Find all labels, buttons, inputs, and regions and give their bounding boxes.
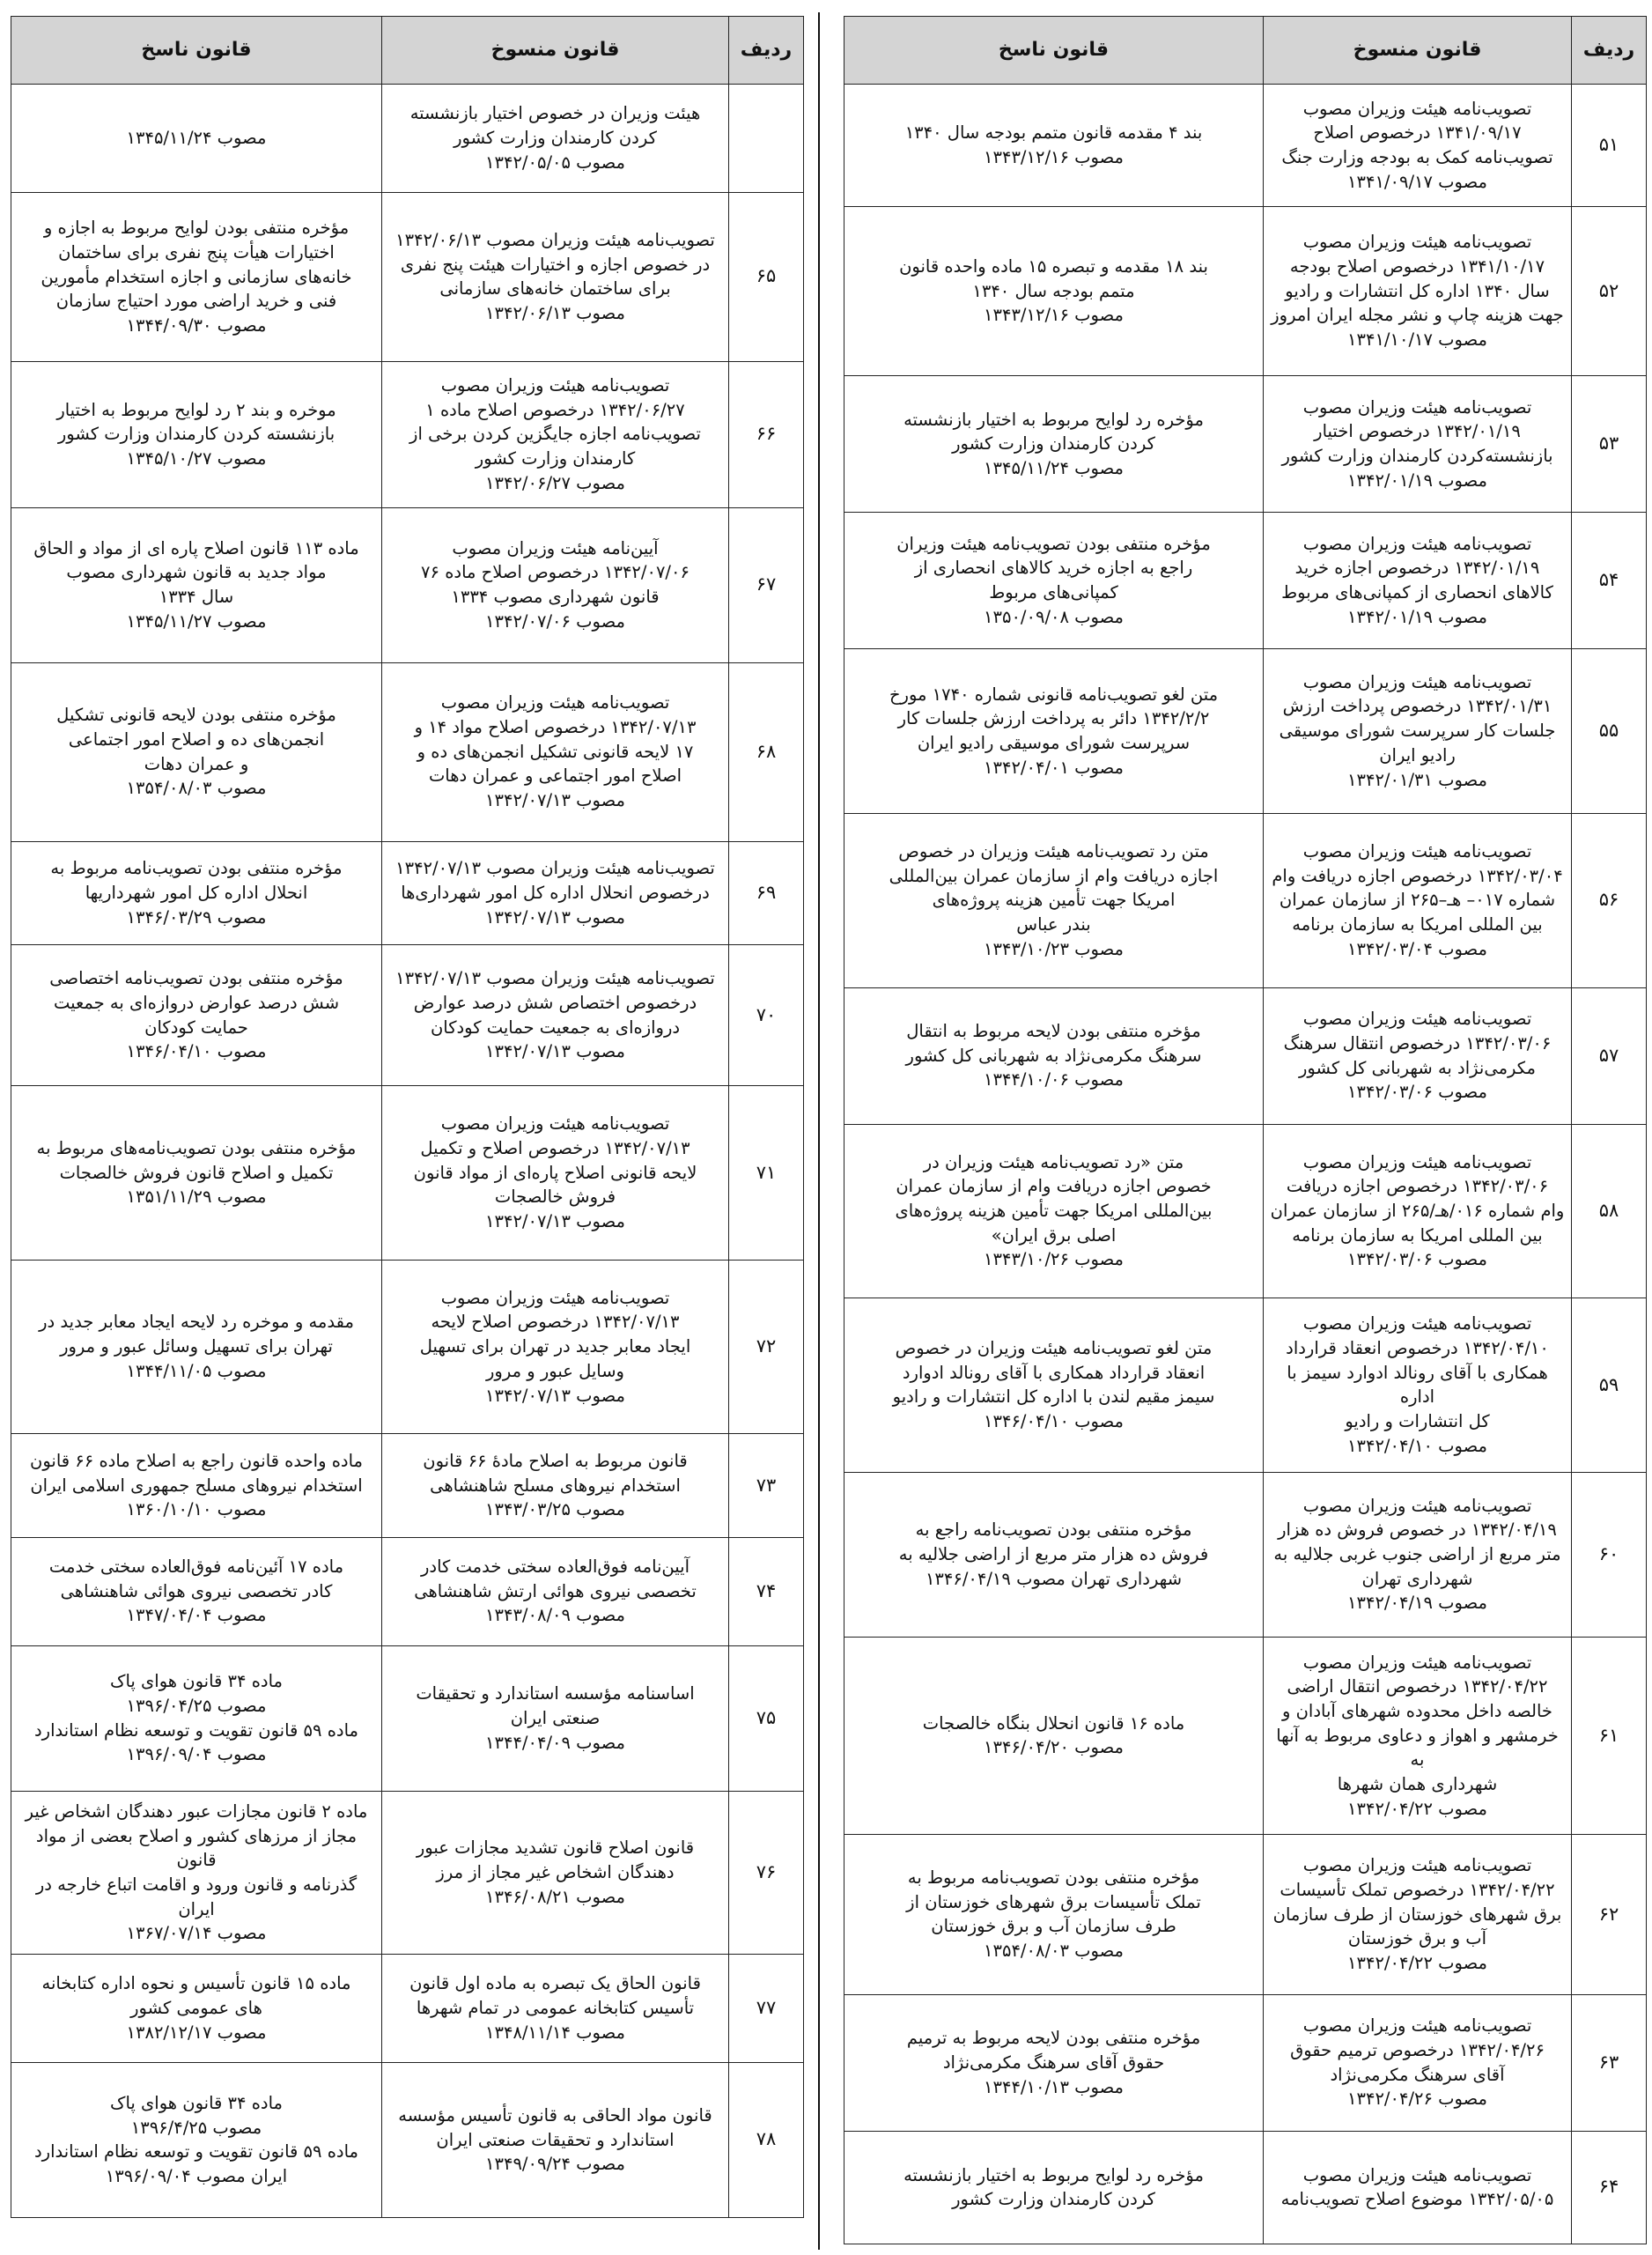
table-row — [844, 987, 1647, 1124]
repealing-law-cell: ماده ۱۵ قانون تأسیس و نحوه اداره کتابخانه های عمومی کشور مصوب ۱۳۸۲/۱۲/۱۷ — [11, 1954, 382, 2062]
row-number: ۷۸ — [729, 2062, 804, 2217]
repealed-law-cell: قانون اصلاح قانون تشدید مجازات عبور دهندگان اشخاص غیر مجاز از مرز مصوب ۱۳۴۶/۰۸/۲۱ — [382, 1792, 729, 1955]
repealed-law-cell: تصویب‌نامه هیئت وزیران مصوب ۱۳۴۲/۰۳/۰۶ درخصوص اجازه دریافت وام شماره ۰۱۶/هـ/۲۶۵ از سازمان عمران بین المللی امریکا به سازمان برنامه مصوب ۱۳۴۲/۰۳/۰۶ — [1264, 1124, 1572, 1298]
repealed-law-cell: تصویب‌نامه هیئت وزیران مصوب ۱۳۴۲/۰۴/۲۲ درخصوص تملک تأسیسات برق شهرهای خوزستان از طرف سازمان آب و برق خوزستان مصوب ۱۳۴۲/۰۴/۲۲ — [1264, 1835, 1572, 1995]
header-nasekh: قانون ناسخ — [11, 17, 382, 85]
repealed-law-cell: تصویب‌نامه هیئت وزیران مصوب ۱۳۴۲/۰۷/۱۳ درخصوص انحلال اداره کل امور شهرداری‌ها مصوب ۱۳۴۲/۰۷/۱۳ — [382, 841, 729, 944]
row-number: ۷۶ — [729, 1792, 804, 1955]
repealed-law-cell: تصویب‌نامه هیئت وزیران مصوب ۱۳۴۲/۰۵/۰۵ موضوع اصلاح تصویب‌نامه — [1264, 2131, 1572, 2244]
repealing-law-cell: متن لغو تصویب‌نامه قانونی شماره ۱۷۴۰ مورخ ۱۳۴۲/۲/۲ دائر به پرداخت ارزش جلسات کار سرپرست شورای موسیقی رادیو ایران مصوب ۱۳۴۲/۰۴/۰۱ — [844, 649, 1264, 814]
repealing-law-cell: مصوب ۱۳۴۵/۱۱/۲۴ — [11, 85, 382, 193]
table-row — [844, 1994, 1647, 2131]
table-row — [11, 1537, 804, 1645]
repealed-law-cell: تصویب‌نامه هیئت وزیران مصوب ۱۳۴۲/۰۶/۱۳ در خصوص اجازه و اختیارات هیئت پنج نفری برای ساختمان خانه‌های سازمانی مصوب ۱۳۴۲/۰۶/۱۳ — [382, 192, 729, 361]
repealed-law-cell: تصویب‌نامه هیئت وزیران مصوب ۱۳۴۲/۰۱/۱۹ درخصوص اجازه خرید کالاهای انحصاری از کمپانی‌های مربوط مصوب ۱۳۴۲/۰۱/۱۹ — [1264, 513, 1572, 649]
repealing-law-cell: مقدمه و موخره رد لایحه ایجاد معابر جدید در تهران برای تسهیل وسائل عبور و مرور مصوب ۱۳۴۴/۱۱/۰۵ — [11, 1260, 382, 1434]
repealed-law-cell: تصویب‌نامه هیئت وزیران مصوب ۱۳۴۲/۰۷/۱۳ درخصوص اصلاح مواد ۱۴ و ۱۷ لایحه قانونی تشکیل انجمن‌های ده و اصلاح امور اجتماعی و عمران دهات مصوب ۱۳۴۲/۰۷/۱۳ — [382, 662, 729, 841]
repealing-law-cell: ماده ۱۶ قانون انحلال بنگاه خالصجات مصوب ۱۳۴۶/۰۴/۲۰ — [844, 1637, 1264, 1834]
table-row — [11, 85, 804, 193]
row-number: ۷۴ — [729, 1537, 804, 1645]
repealing-law-cell: مؤخره منتفی بودن تصویب‌نامه اختصاصی شش درصد عوارض دروازه‌ای به جمعیت حمایت کودکان مصوب ۱۳۴۶/۰۴/۱۰ — [11, 945, 382, 1086]
table-row — [11, 1792, 804, 1955]
table-row — [844, 1835, 1647, 1995]
table-row — [844, 1637, 1647, 1834]
table-row — [844, 513, 1647, 649]
table-row — [11, 192, 804, 361]
header-radif: ردیف — [729, 17, 804, 85]
row-number: ۶۰ — [1572, 1472, 1647, 1637]
repealed-law-cell: تصویب‌نامه هیئت وزیران مصوب ۱۳۴۲/۰۴/۲۲ درخصوص انتقال اراضی خالصه داخل محدوده شهرهای آبادان و خرمشهر و اهواز و دعاوی مربوط به آنها به شهرداری همان شهرها مصوب ۱۳۴۲/۰۴/۲۲ — [1264, 1637, 1572, 1834]
repealed-law-cell: آیین‌نامه هیئت وزیران مصوب ۱۳۴۲/۰۷/۰۶ درخصوص اصلاح ماده ۷۶ قانون شهرداری مصوب ۱۳۳۴ مصوب ۱۳۴۲/۰۷/۰۶ — [382, 507, 729, 662]
repealing-law-cell: مؤخره رد لوایح مربوط به اختیار بازنشسته کردن کارمندان وزارت کشور — [844, 2131, 1264, 2244]
table-header — [844, 17, 1647, 85]
repealing-law-cell: مؤخره منتفی بودن تصویب‌نامه‌های مربوط به تکمیل و اصلاح قانون فروش خالصجات مصوب ۱۳۵۱/۱۱/۲۹ — [11, 1086, 382, 1261]
table-row — [11, 2062, 804, 2217]
table-row — [844, 2131, 1647, 2244]
repealed-law-cell: هیئت وزیران در خصوص اختیار بازنشسته کردن کارمندان وزارت کشور مصوب ۱۳۴۲/۰۵/۰۵ — [382, 85, 729, 193]
repealing-law-cell: مؤخره منتفی بودن تصویب‌نامه مربوط به تملک تأسیسات برق شهرهای خوزستان از طرف سازمان آب و برق خوزستان مصوب ۱۳۵۴/۰۸/۰۳ — [844, 1835, 1264, 1995]
repealing-law-cell: متن «رد تصویب‌نامه هیئت وزیران در خصوص اجازه دریافت وام از سازمان عمران بین‌المللی امریکا جهت تأمین هزینه پروژه‌های اصلی برق ایران» مصوب ۱۳۴۳/۱۰/۲۶ — [844, 1124, 1264, 1298]
repealing-law-cell: متن رد تصویب‌نامه هیئت وزیران در خصوص اجازه دریافت وام از سازمان عمران بین‌المللی امریکا جهت تأمین هزینه پروژه‌های بندر عباس مصوب ۱۳۴۳/۱۰/۲۳ — [844, 813, 1264, 987]
table-row — [844, 1472, 1647, 1637]
row-number: ۶۳ — [1572, 1994, 1647, 2131]
row-number: ۵۲ — [1572, 206, 1647, 375]
repealing-law-cell: مؤخره منتفی بودن لایحه قانونی تشکیل انجمن‌های ده و اصلاح امور اجتماعی و عمران دهات مصوب ۱۳۵۴/۰۸/۰۳ — [11, 662, 382, 841]
table-row — [11, 945, 804, 1086]
repealing-law-cell: متن لغو تصویب‌نامه هیئت وزیران در خصوص انعقاد قرارداد همکاری با آقای رونالد ادوارد سیمز مقیم لندن با اداره کل انتشارات و رادیو مصوب ۱۳۴۶/۰۴/۱۰ — [844, 1298, 1264, 1473]
row-number: ۶۹ — [729, 841, 804, 944]
repealed-law-cell: تصویب‌نامه هیئت وزیران مصوب ۱۳۴۲/۰۷/۱۳ درخصوص اصلاح و تکمیل لایحه قانونی اصلاح پاره‌ای از مواد قانون فروش خالصجات مصوب ۱۳۴۲/۰۷/۱۳ — [382, 1086, 729, 1261]
repealing-law-cell: بند ۱۸ مقدمه و تبصره ۱۵ ماده واحده قانون متمم بودجه سال ۱۳۴۰ مصوب ۱۳۴۳/۱۲/۱۶ — [844, 206, 1264, 375]
table-row — [11, 1086, 804, 1261]
repealing-law-cell: ماده ۱۱۳ قانون اصلاح پاره ای از مواد و الحاق مواد جدید به قانون شهرداری مصوب سال ۱۳۳۴ مصوب ۱۳۴۵/۱۱/۲۷ — [11, 507, 382, 662]
header-mansukh: قانون منسوخ — [382, 17, 729, 85]
header-mansukh: قانون منسوخ — [1264, 17, 1572, 85]
row-number: ۵۱ — [1572, 85, 1647, 207]
table-row — [844, 376, 1647, 513]
repealed-law-cell: قانون مواد الحاقی به قانون تأسیس مؤسسه استاندارد و تحقیقات صنعتی ایران مصوب ۱۳۴۹/۰۹/۲۴ — [382, 2062, 729, 2217]
table-row — [844, 649, 1647, 814]
row-number: ۶۸ — [729, 662, 804, 841]
repealed-law-cell: تصویب‌نامه هیئت وزیران مصوب ۱۳۴۲/۰۱/۳۱ درخصوص پرداخت ارزش جلسات کار سرپرست شورای موسیقی رادیو ایران مصوب ۱۳۴۲/۰۱/۳۱ — [1264, 649, 1572, 814]
repealed-law-cell: تصویب‌نامه هیئت وزیران مصوب ۱۳۴۲/۰۳/۰۴ درخصوص اجازه دریافت وام شماره ۰۱۷– هـ–۲۶۵ از سازمان عمران بین المللی امریکا به سازمان برنامه مصوب ۱۳۴۲/۰۳/۰۴ — [1264, 813, 1572, 987]
row-number: ۵۹ — [1572, 1298, 1647, 1473]
row-number: ۷۷ — [729, 1954, 804, 2062]
row-number: ۷۱ — [729, 1086, 804, 1261]
row-number: ۷۲ — [729, 1260, 804, 1434]
row-number: ۵۴ — [1572, 513, 1647, 649]
row-number: ۶۴ — [1572, 2131, 1647, 2244]
table-row — [844, 1298, 1647, 1473]
row-number: ۵۶ — [1572, 813, 1647, 987]
repealing-law-cell: ماده ۲ قانون مجازات عبور دهندگان اشخاص غیر مجاز از مرزهای کشور و اصلاح بعضی از مواد قانون گذرنامه و قانون ورود و اقامت اتباع خارجه در ایران مصوب ۱۳۶۷/۰۷/۱۴ — [11, 1792, 382, 1955]
row-number: ۷۵ — [729, 1645, 804, 1792]
repealing-law-cell: مؤخره رد لوایح مربوط به اختیار بازنشسته کردن کارمندان وزارت کشور مصوب ۱۳۴۵/۱۱/۲۴ — [844, 376, 1264, 513]
repealed-law-cell: اساسنامه مؤسسه استاندارد و تحقیقات صنعتی ایران مصوب ۱۳۴۴/۰۴/۰۹ — [382, 1645, 729, 1792]
table-row — [844, 206, 1647, 375]
repealed-law-cell: تصویب‌نامه هیئت وزیران مصوب ۱۳۴۲/۰۳/۰۶ درخصوص انتقال سرهنگ مکرمی‌نژاد به شهربانی کل کشور مصوب ۱۳۴۲/۰۳/۰۶ — [1264, 987, 1572, 1124]
repealing-law-cell: مؤخره منتفی بودن تصویب‌نامه هیئت وزیران راجع به اجازه خرید کالاهای انحصاری از کمپانی‌های مربوط مصوب ۱۳۵۰/۰۹/۰۸ — [844, 513, 1264, 649]
repealed-law-cell: تصویب‌نامه هیئت وزیران مصوب ۱۳۴۲/۰۷/۱۳ درخصوص اصلاح لایحه ایجاد معابر جدید در تهران برای تسهیل وسایل عبور و مرور مصوب ۱۳۴۲/۰۷/۱۳ — [382, 1260, 729, 1434]
table-row — [11, 1645, 804, 1792]
table-row — [11, 1434, 804, 1537]
row-number: ۷۳ — [729, 1434, 804, 1537]
repealed-law-cell: تصویب‌نامه هیئت وزیران مصوب ۱۳۴۲/۰۱/۱۹ درخصوص اختیار بازنشسته‌کردن کارمندان وزارت کشور مصوب ۱۳۴۲/۰۱/۱۹ — [1264, 376, 1572, 513]
repealing-law-cell: ماده واحده قانون راجع به اصلاح ماده ۶۶ قانون استخدام نیروهای مسلح جمهوری اسلامی ایران مصوب ۱۳۶۰/۱۰/۱۰ — [11, 1434, 382, 1537]
table-row — [11, 507, 804, 662]
repealing-law-cell: مؤخره منتفی بودن تصویب‌نامه راجع به فروش ده هزار متر مربع از اراضی جلالیه به شهرداری تهران مصوب ۱۳۴۶/۰۴/۱۹ — [844, 1472, 1264, 1637]
repealing-law-cell: ماده ۳۴ قانون هوای پاک مصوب ۱۳۹۶/۰۴/۲۵ ماده ۵۹ قانون تقویت و توسعه نظام استاندارد مصوب ۱۳۹۶/۰۹/۰۴ — [11, 1645, 382, 1792]
laws-table-left — [11, 16, 804, 2218]
center-divider — [818, 12, 820, 2250]
repealed-law-cell: تصویب‌نامه هیئت وزیران مصوب ۱۳۴۲/۰۴/۲۶ درخصوص ترمیم حقوق آقای سرهنگ مکرمی‌نژاد مصوب ۱۳۴۲/۰۴/۲۶ — [1264, 1994, 1572, 2131]
row-number: ۶۲ — [1572, 1835, 1647, 1995]
table-row — [11, 1260, 804, 1434]
laws-table-right — [844, 16, 1647, 2244]
table-row — [844, 1124, 1647, 1298]
repealed-law-cell: قانون مربوط به اصلاح مادهٔ ۶۶ قانون استخدام نیروهای مسلح شاهنشاهی مصوب ۱۳۴۳/۰۳/۲۵ — [382, 1434, 729, 1537]
row-number: ۶۱ — [1572, 1637, 1647, 1834]
repealed-law-cell: تصویب‌نامه هیئت وزیران مصوب ۱۳۴۱/۱۰/۱۷ درخصوص اصلاح بودجه سال ۱۳۴۰ اداره کل انتشارات و رادیو جهت هزینه چاپ و نشر مجله ایران امروز مصوب ۱۳۴۱/۱۰/۱۷ — [1264, 206, 1572, 375]
row-number — [729, 85, 804, 193]
table-row — [11, 362, 804, 508]
table-header — [11, 17, 804, 85]
repealed-law-cell: تصویب‌نامه هیئت وزیران مصوب ۱۳۴۲/۰۴/۱۹ در خصوص فروش ده هزار متر مربع از اراضی جنوب غربی جلالیه به شهرداری تهران مصوب ۱۳۴۲/۰۴/۱۹ — [1264, 1472, 1572, 1637]
repealed-law-cell: تصویب‌نامه هیئت وزیران مصوب ۱۳۴۲/۰۶/۲۷ درخصوص اصلاح ماده ۱ تصویب‌نامه اجازه جایگزین کردن برخی از کارمندان وزارت کشور مصوب ۱۳۴۲/۰۶/۲۷ — [382, 362, 729, 508]
header-radif: ردیف — [1572, 17, 1647, 85]
row-number: ۷۰ — [729, 945, 804, 1086]
repealing-law-cell: مؤخره منتفی بودن لایحه مربوط به ترمیم حقوق آقای سرهنگ مکرمی‌نژاد مصوب ۱۳۴۴/۱۰/۱۳ — [844, 1994, 1264, 2131]
table-row — [844, 813, 1647, 987]
repealed-law-cell: آیین‌نامه فوق‌العاده سختی خدمت کادر تخصصی نیروی هوائی ارتش شاهنشاهی مصوب ۱۳۴۳/۰۸/۰۹ — [382, 1537, 729, 1645]
row-number: ۶۵ — [729, 192, 804, 361]
repealing-law-cell: مؤخره منتفی بودن تصویب‌نامه مربوط به انحلال اداره کل امور شهرداریها مصوب ۱۳۴۶/۰۳/۲۹ — [11, 841, 382, 944]
repealing-law-cell: مؤخره منتفی بودن لوایح مربوط به اجازه و اختیارات هیأت پنج نفری برای ساختمان خانه‌های سازمانی و اجازه استخدام مأمورین فنی و خرید اراضی مورد احتیاج سازمان مصوب ۱۳۴۴/۰۹/۳۰ — [11, 192, 382, 361]
repealed-law-cell: تصویب‌نامه هیئت وزیران مصوب ۱۳۴۲/۰۴/۱۰ درخصوص انعقاد قرارداد همکاری با آقای رونالد ادوارد سیمز با اداره کل انتشارات و رادیو مصوب ۱۳۴۲/۰۴/۱۰ — [1264, 1298, 1572, 1473]
row-number: ۵۸ — [1572, 1124, 1647, 1298]
repealed-law-cell: تصویب‌نامه هیئت وزیران مصوب ۱۳۴۲/۰۷/۱۳ درخصوص اختصاص شش درصد عوارض دروازه‌ای به جمعیت حمایت کودکان مصوب ۱۳۴۲/۰۷/۱۳ — [382, 945, 729, 1086]
repealed-law-cell: تصویب‌نامه هیئت وزیران مصوب ۱۳۴۱/۰۹/۱۷ درخصوص اصلاح تصویب‌نامه کمک به بودجه وزارت جنگ مصوب ۱۳۴۱/۰۹/۱۷ — [1264, 85, 1572, 207]
repealing-law-cell: ماده ۳۴ قانون هوای پاک مصوب ۱۳۹۶/۴/۲۵ ماده ۵۹ قانون تقویت و توسعه نظام استاندارد ایران مصوب ۱۳۹۶/۰۹/۰۴ — [11, 2062, 382, 2217]
repealing-law-cell: ماده ۱۷ آئین‌نامه فوق‌العاده سختی خدمت کادر تخصصی نیروی هوائی شاهنشاهی مصوب ۱۳۴۷/۰۴/۰۴ — [11, 1537, 382, 1645]
header-nasekh: قانون ناسخ — [844, 17, 1264, 85]
repealing-law-cell: بند ۴ مقدمه قانون متمم بودجه سال ۱۳۴۰ مصوب ۱۳۴۳/۱۲/۱۶ — [844, 85, 1264, 207]
table-row — [11, 662, 804, 841]
table-row — [844, 85, 1647, 207]
row-number: ۵۷ — [1572, 987, 1647, 1124]
table-row — [11, 841, 804, 944]
row-number: ۵۳ — [1572, 376, 1647, 513]
repealing-law-cell: موخره و بند ۲ رد لوایح مربوط به اختیار بازنشسته کردن کارمندان وزارت کشور مصوب ۱۳۴۵/۱۰/۲۷ — [11, 362, 382, 508]
row-number: ۵۵ — [1572, 649, 1647, 814]
row-number: ۶۷ — [729, 507, 804, 662]
repealing-law-cell: مؤخره منتفی بودن لایحه مربوط به انتقال سرهنگ مکرمی‌نژاد به شهربانی کل کشور مصوب ۱۳۴۴/۱۰/۰۶ — [844, 987, 1264, 1124]
row-number: ۶۶ — [729, 362, 804, 508]
table-row — [11, 1954, 804, 2062]
repealed-law-cell: قانون الحاق یک تبصره به ماده اول قانون تأسیس کتابخانه عمومی در تمام شهرها مصوب ۱۳۴۸/۱۱/۱۴ — [382, 1954, 729, 2062]
